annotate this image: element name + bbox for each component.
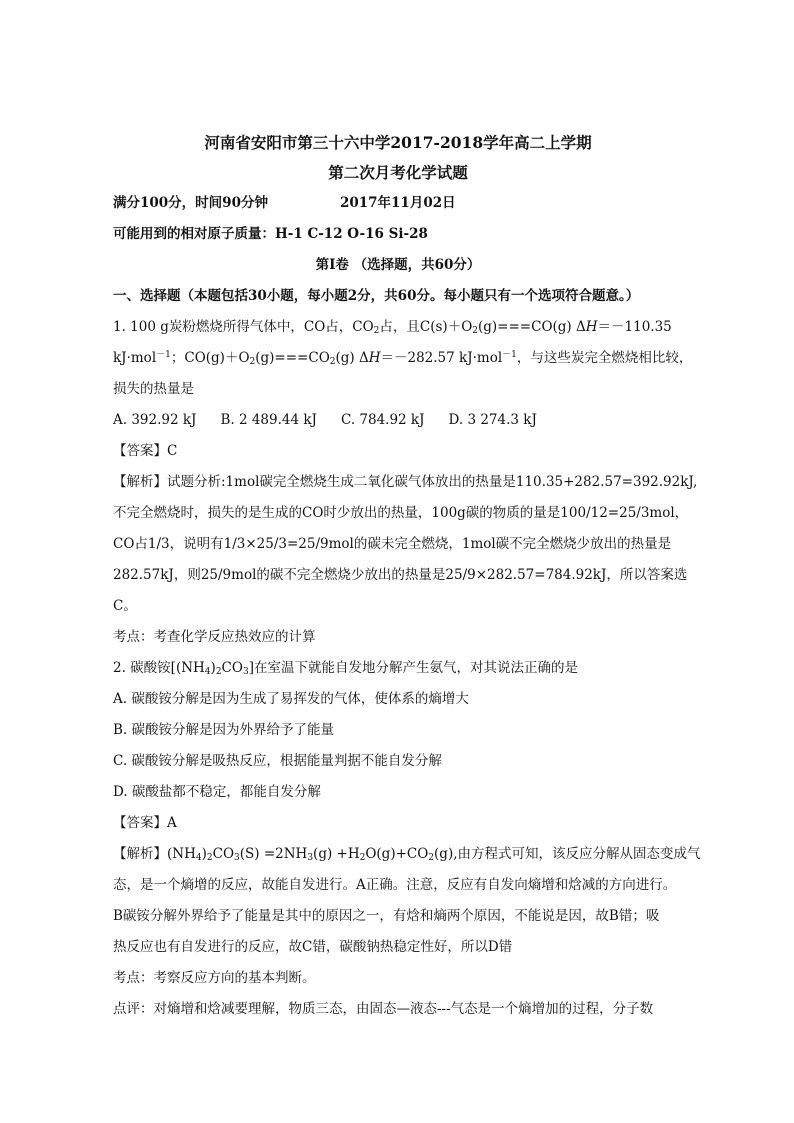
q2-option-a: A. 碳酸铵分解是因为生成了易挥发的气体，使体系的熵增大 (113, 691, 469, 707)
exam-page (113, 128, 701, 1025)
q1-options (113, 405, 683, 436)
q2-option-b: B. 碳酸铵分解是因为外界给予了能量 (113, 722, 335, 738)
q1-analysis-line4: 282.57kJ，则25/9mol的碳不完全燃烧少放出的热量是25/9×282.57=784.92kJ，所以答案选 (113, 567, 688, 583)
q1-analysis-line5: C。 (113, 598, 137, 614)
q2-option-d: D. 碳酸盐都不稳定，都能自发分解 (113, 784, 321, 800)
q2-analysis-line4: 热反应也有自发进行的反应，故C错，碳酸钠热稳定性好，所以D错 (113, 939, 513, 955)
q1-answer: 【答案】C (113, 443, 178, 459)
q1-kaodian: 考点：考查化学反应热效应的计算 (113, 629, 316, 645)
q2-kaodian: 考点：考察反应方向的基本判断。 (113, 970, 316, 986)
part-title: 第I卷 （选择题，共60分） (315, 257, 481, 273)
q2-analysis-line3: B碳铵分解外界给予了能量是其中的原因之一，有焓和熵两个原因，不能说是因，故B错；吸 (113, 908, 660, 924)
q1-stem-line2: kJ·mol$^{-1}$；$CO(g)+O_2(g)===CO_2(g)$ ΔH＝－282.57 kJ·mol$^{-1}$，与这些炭完全燃烧相比较， (113, 350, 693, 367)
q1-analysis-line3: CO占1/3，说明有1/3×25/3=25/9mol的碳未完全燃烧，1mol碳不完全燃烧少放出的热量是 (113, 536, 672, 552)
q1-option-d: D. 3 274.3 kJ (448, 412, 537, 428)
q2-stem: 2. 碳酸铵$[(NH_4)_2CO_3]$在室温下就能自发地分解产生氨气，对其说法正确的是 (113, 660, 578, 677)
exam-title-line2: 第二次月考化学试题 (328, 163, 468, 182)
q2-answer: 【答案】A (113, 815, 177, 831)
q1-option-c: C. 784.92 kJ (340, 412, 425, 428)
q1-analysis-line2: 不完全燃烧时，损失的是生成的CO时少放出的热量，100g碳的物质的量是100/12=25/3mol， (113, 505, 689, 521)
section-instructions: 一、选择题（本题包括30小题，每小题2分，共60分。每小题只有一个选项符合题意。） (113, 288, 640, 304)
score-time: 满分100分，时间90分钟 (113, 195, 268, 211)
q1-stem-line3: 损失的热量是 (113, 381, 194, 397)
score-time-line (113, 188, 683, 219)
q1-analysis-line1: 【解析】试题分析:1mol碳完全燃烧生成二氧化碳气体放出的热量是110.35+282.57=392.92kJ, (113, 474, 698, 490)
q1-option-b: B. 2 489.44 kJ (220, 412, 317, 428)
q2-option-c: C. 碳酸铵分解是吸热反应，根据能量判据不能自发分解 (113, 753, 442, 769)
q2-pingping: 点评：对熵增和焓减要理解，物质三态，由固态—液态---气态是一个熵增加的过程，分子数 (113, 1001, 654, 1017)
q2-analysis-line1: 【解析】$(NH_4)_2CO_3(S) =2NH_3(g) +H_2O(g)+CO_2(g)$,由方程式可知，该反应分解从固态变成气 (113, 846, 701, 863)
exam-date: 2017年11月02日 (339, 195, 456, 211)
q1-stem-line1: 1. 100 g炭粉燃烧所得气体中，CO占，$CO_2$占，且$C(s)+O_2(g)===CO(g)$ ΔH＝－110.35 (113, 319, 672, 336)
q2-analysis-line2: 态，是一个熵增的反应，故能自发进行。A正确。注意，反应有自发向熵增和焓减的方向进行。 (113, 877, 677, 893)
q1-option-a: A. 392.92 kJ (113, 412, 197, 428)
atomic-mass-line: 可能用到的相对原子质量：H-1 C-12 O-16 Si-28 (113, 226, 428, 242)
exam-title-line1: 河南省安阳市第三十六中学2017-2018学年高二上学期 (204, 133, 592, 152)
